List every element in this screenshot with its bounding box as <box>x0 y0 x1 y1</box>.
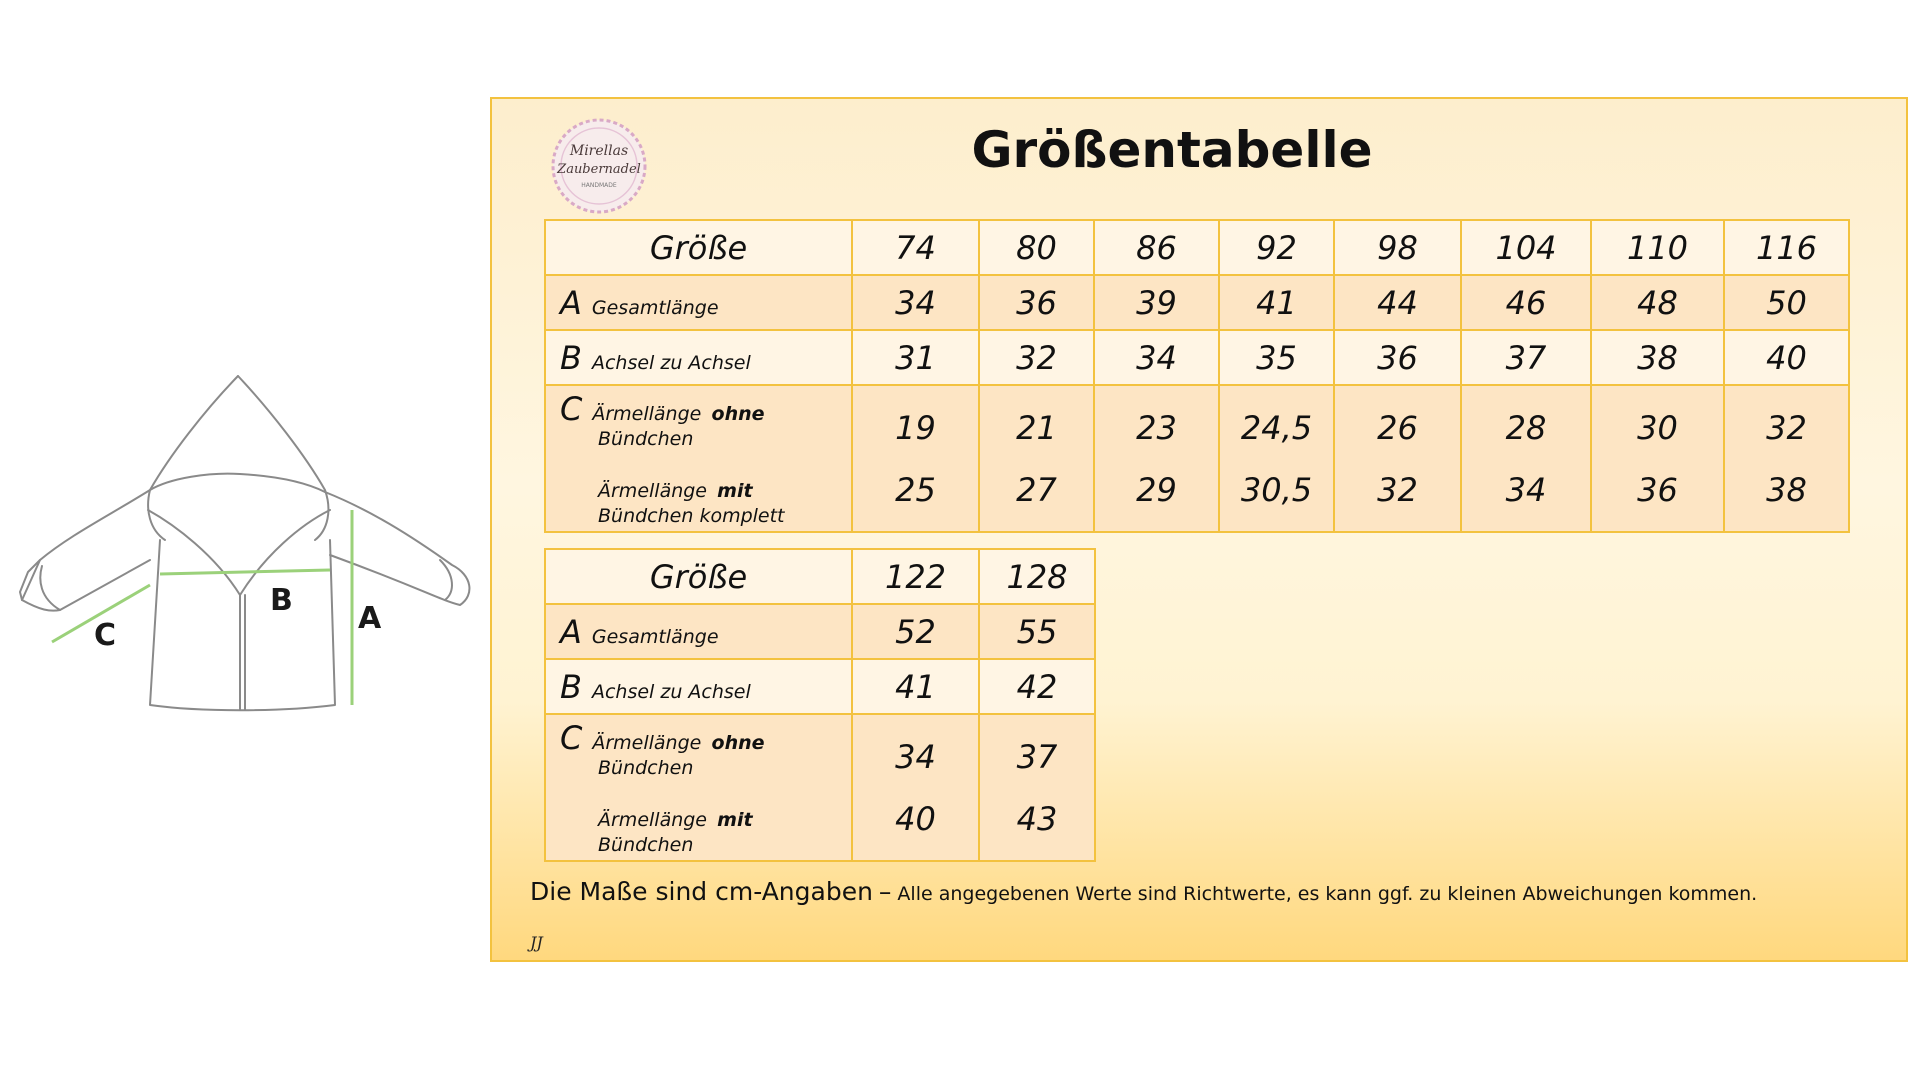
sleeve-with-cuff-label <box>560 796 851 857</box>
value-cell: 19 25 <box>852 385 979 532</box>
value-cell: 39 <box>1094 275 1219 330</box>
value-cell: 26 32 <box>1334 385 1461 532</box>
jacket-drawing <box>0 360 490 720</box>
label-line2: Bündchen komplett <box>598 504 785 527</box>
label-bold: ohne <box>711 402 765 425</box>
value-cell: 30 36 <box>1591 385 1724 532</box>
label-b: B <box>270 583 293 618</box>
row-label-b <box>545 330 852 385</box>
table-row-sleeve-length <box>545 385 1849 532</box>
left-sleeve <box>22 490 150 611</box>
footnote-main: Die Maße sind cm-Angaben <box>530 877 873 906</box>
left-cuff-seam <box>40 566 60 610</box>
value-cell: 28 34 <box>1461 385 1591 532</box>
value-cell: 34 40 <box>852 714 979 861</box>
size-cell: 86 <box>1094 220 1219 275</box>
size-table-extra <box>544 548 1096 862</box>
size-header: Größe <box>545 549 852 604</box>
hood-opening <box>148 510 330 595</box>
hood-rim <box>150 474 325 492</box>
value-cell: 38 <box>1591 330 1724 385</box>
value-cell: 36 <box>979 275 1094 330</box>
logo-text-2: Zaubernadel <box>557 162 641 177</box>
size-cell: 116 <box>1724 220 1849 275</box>
value-cell: 23 29 <box>1094 385 1219 532</box>
row-label-text: Gesamtlänge <box>591 625 719 648</box>
size-chart-panel <box>490 97 1908 962</box>
footnote-dash: – <box>878 877 892 906</box>
row-letter: A <box>560 612 582 651</box>
brand-logo <box>544 111 654 221</box>
hood-outline-left <box>148 376 238 540</box>
value-cell: 41 <box>852 659 979 714</box>
size-header: Größe <box>545 220 852 275</box>
row-label-b <box>545 659 852 714</box>
table-row-size <box>545 549 1095 604</box>
row-label-c <box>545 385 852 532</box>
value-cell: 24,5 30,5 <box>1219 385 1334 532</box>
size-cell: 110 <box>1591 220 1724 275</box>
footnote-rest: Alle angegebenen Werte sind Richtwerte, es kann ggf. zu kleinen Abweichungen kommen. <box>897 883 1758 905</box>
jacket-illustration <box>0 360 490 720</box>
author-initials: JJ <box>530 933 543 952</box>
size-cell: 128 <box>979 549 1095 604</box>
row-label-a <box>545 275 852 330</box>
table-row-shoulder-width <box>545 659 1095 714</box>
value-cell: 35 <box>1219 330 1334 385</box>
row-label-text: Achsel zu Achsel <box>591 351 751 374</box>
row-letter: C <box>560 389 583 428</box>
value-cell: 46 <box>1461 275 1591 330</box>
table-row-size <box>545 220 1849 275</box>
measure-line-b <box>160 570 330 574</box>
label-prefix: Ärmellänge <box>598 479 707 502</box>
value-cell: 37 <box>1461 330 1591 385</box>
value-cell: 48 <box>1591 275 1724 330</box>
size-cell: 122 <box>852 549 979 604</box>
label-bold: ohne <box>711 731 765 754</box>
label-bold: mit <box>717 479 753 502</box>
size-cell: 80 <box>979 220 1094 275</box>
row-label-a <box>545 604 852 659</box>
logo-text-3: HANDMADE <box>581 182 617 189</box>
value-cell: 40 <box>1724 330 1849 385</box>
row-letter: B <box>560 667 582 706</box>
sleeve-with-cuff-label <box>560 467 851 528</box>
right-sleeve <box>325 492 469 605</box>
right-cuff-seam <box>440 560 452 600</box>
size-cell: 74 <box>852 220 979 275</box>
row-letter: C <box>560 718 583 757</box>
value-cell: 32 <box>979 330 1094 385</box>
body-outline <box>150 540 335 710</box>
row-label-text: Gesamtlänge <box>591 296 719 319</box>
value-cell: 55 <box>979 604 1095 659</box>
label-line2: Bündchen <box>598 756 694 779</box>
value-cell: 50 <box>1724 275 1849 330</box>
logo-wreath-icon <box>544 111 654 221</box>
row-label-text: Achsel zu Achsel <box>591 680 751 703</box>
label-prefix: Ärmellänge <box>592 731 702 754</box>
logo-text-1: Mirellas <box>569 143 629 159</box>
value-cell: 34 <box>1094 330 1219 385</box>
sleeve-without-cuff-label <box>560 719 851 780</box>
value-cell: 37 43 <box>979 714 1095 861</box>
label-bold: mit <box>717 808 753 831</box>
hood-outline-right <box>238 376 328 540</box>
value-cell: 41 <box>1219 275 1334 330</box>
label-prefix: Ärmellänge <box>592 402 702 425</box>
label-line2: Bündchen <box>598 427 694 450</box>
table-row-shoulder-width <box>545 330 1849 385</box>
footnote <box>530 877 1900 906</box>
value-cell: 36 <box>1334 330 1461 385</box>
table-row-total-length <box>545 275 1849 330</box>
label-a: A <box>358 601 382 636</box>
size-cell: 98 <box>1334 220 1461 275</box>
row-letter: A <box>560 283 582 322</box>
page-title: Größentabelle <box>971 121 1373 179</box>
size-cell: 104 <box>1461 220 1591 275</box>
row-label-c <box>545 714 852 861</box>
table-row-total-length <box>545 604 1095 659</box>
table-row-sleeve-length <box>545 714 1095 861</box>
value-cell: 42 <box>979 659 1095 714</box>
row-letter: B <box>560 338 582 377</box>
value-cell: 52 <box>852 604 979 659</box>
value-cell: 31 <box>852 330 979 385</box>
size-cell: 92 <box>1219 220 1334 275</box>
value-cell: 34 <box>852 275 979 330</box>
sleeve-without-cuff-label <box>560 390 851 451</box>
value-cell: 32 38 <box>1724 385 1849 532</box>
value-cell: 21 27 <box>979 385 1094 532</box>
label-line2: Bündchen <box>598 833 694 856</box>
label-c: C <box>94 618 117 653</box>
label-prefix: Ärmellänge <box>598 808 707 831</box>
value-cell: 44 <box>1334 275 1461 330</box>
size-table-main <box>544 219 1850 533</box>
